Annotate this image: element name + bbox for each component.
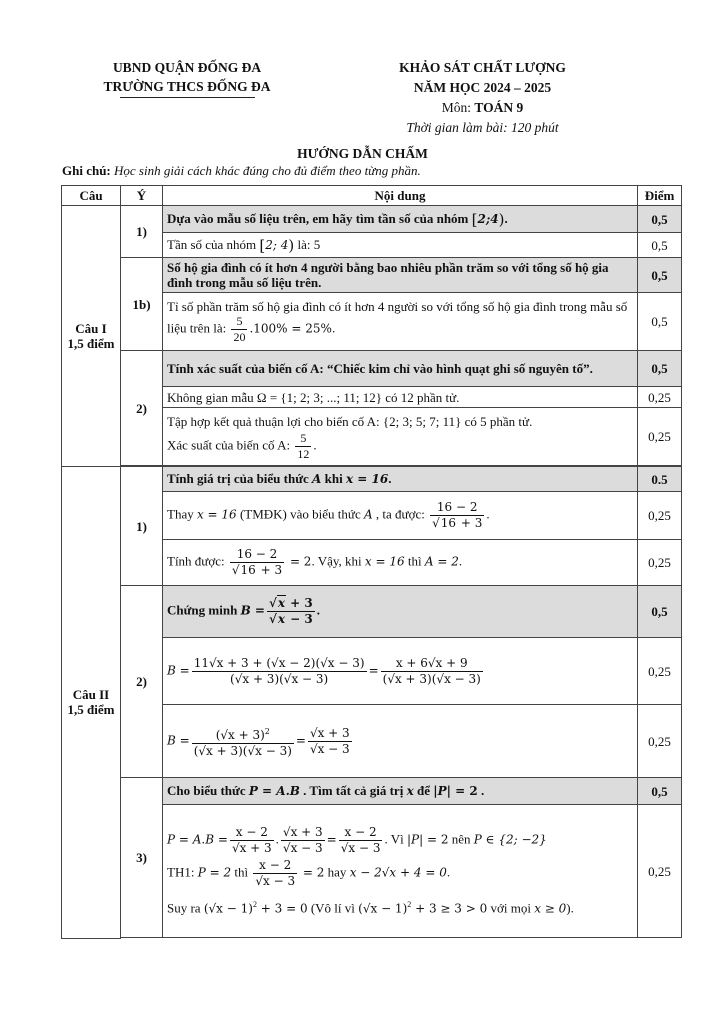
numerator: x + 6√x + 9 [395,655,468,670]
answer-end: . [313,436,317,452]
answer-text: , ta được: [372,506,429,522]
points-cell: 0,5 [638,351,682,387]
points-cell: 0,5 [638,233,682,258]
points-cell: 0,5 [638,293,682,351]
answer-text: nên [448,831,474,847]
dot: . [275,831,279,847]
bracket-left: [ [471,210,478,229]
part-label: 1) [121,467,163,586]
math-expr: (√x − 1) [358,901,408,916]
note-text: Học sinh giải cách khác đúng cho đủ điểm theo từng phần. [114,163,421,178]
exam-header [340,58,625,138]
math-eq: P = A.B [248,784,300,798]
denominator: √x − 3 [282,841,323,856]
fraction [308,726,352,757]
task-cell [163,206,638,233]
math-eq: = 2 [286,554,312,569]
numerator: 5 [300,430,307,445]
task-text: Cho biểu thức [167,783,249,798]
question-1-score: 1,5 điểm [67,336,115,351]
radicand: 16 [240,563,256,577]
math-var: B = [167,662,190,677]
math-eq: = [295,732,306,747]
math-var: B = [167,732,190,747]
math-eq: x = 16 [196,507,237,522]
answer-cell [163,638,638,705]
numerator: 11√x + 3 + (√x − 2)(√x − 3) [193,655,365,670]
fraction [253,858,297,889]
math-eq: + 3 = 0 [256,901,308,916]
fraction [430,500,484,531]
answer-cell: Không gian mẫu Ω = {1; 2; 3; ...; 11; 12} có 12 phần tử. [163,387,638,408]
school-year: NĂM HỌC 2024 – 2025 [413,80,552,95]
school-header [62,58,312,98]
exam-time: Thời gian làm bài: 120 phút [406,120,559,135]
math-eq: x − 2√x + 4 = 0 [349,865,447,880]
numerator: √x + 3 [309,725,350,740]
answer-text: Tỉ số phần trăm số hộ gia đình có ít hơn 4 người so với tổng số hộ gia đình trong mẫu số liệu trên là: [167,298,628,335]
denominator: (√x + 3)(√x − 3) [192,671,367,687]
denominator: √x − 3 [309,741,350,756]
numerator: x − 2 [259,858,292,873]
abs-bar: | [433,784,438,798]
answer-text: TH1: [167,864,198,880]
points-cell: 0,5 [638,206,682,233]
answer-cell [163,233,638,258]
points-cell: 0,25 [638,540,682,586]
answer-text: Suy ra [167,900,204,916]
answer-text: thì [404,553,425,569]
task-text: để [413,783,434,798]
table-header-row [62,186,682,206]
header-points: Điểm [638,186,682,206]
points-cell: 0,5 [638,586,682,638]
denominator: 20 [233,329,246,344]
abs-bar: | [406,832,412,847]
question-2-title: Câu II [72,687,110,703]
header-divider [120,97,255,98]
math-eq: = 2 [451,784,478,798]
denominator: √x − 3 [255,874,296,889]
part-label: 3) [121,778,163,938]
fraction [231,314,247,345]
question-2-score: 1,5 điểm [67,702,115,718]
subject-label: Môn: [441,100,475,115]
denominator: √16 + 3 [231,563,283,577]
paren-right: ) [288,236,295,255]
points-cell: 0,25 [638,705,682,778]
denominator: 12 [297,446,310,461]
answer-cell [163,293,638,351]
answer-cell [163,408,638,466]
table-row-spacer [62,938,682,939]
question-1-title: Câu I [75,321,107,336]
exam-name: KHẢO SÁT CHẤT LƯỢNG [399,60,566,75]
answer-cell [163,805,638,938]
numerator: √x + 3 [282,825,323,840]
numerator: 16 − 2 [436,500,478,514]
subject-line [340,98,625,118]
answer-text: Tính được: [167,553,228,569]
task-text: Chứng minh [167,602,241,618]
header-content: Nội dung [163,186,638,206]
answer-text: Xác suất của biến cố A: [167,436,294,452]
numerator: √x + 3 [268,596,313,610]
answer-text: (TMĐK) vào biểu thức [236,506,364,522]
task-cell: Tính xác suất của biến cố A: “Chiếc kim chỉ vào hình quạt ghi số nguyên tố”. [163,351,638,387]
math-eq: A = 2 [424,554,459,569]
points-cell: 0,25 [638,492,682,540]
answer-end: là: 5 [294,236,321,252]
math-eq: x ≥ 0 [534,901,567,916]
fraction [192,724,294,759]
math-var: P [411,832,420,847]
math-eq: x = 16 [345,472,389,486]
math-eq: x = 16 [364,554,405,569]
math-var: B = [240,603,265,618]
points-cell: 0,5 [638,778,682,805]
exponent: 2 [252,900,257,910]
grading-table [61,185,682,939]
math-var: A [312,472,322,486]
numerator [192,724,294,743]
answer-text: hay [324,864,350,880]
interval: 2;4 [477,211,499,226]
school-name: TRƯỜNG THCS ĐỐNG ĐA [103,79,271,94]
task-cell: Số hộ gia đình có ít hơn 4 người bằng bao nhiêu phần trăm so với tổng số hộ gia đình trong mẫu số liệu trên. [163,258,638,293]
exponent: 2 [264,726,270,736]
radicand: x [277,596,285,610]
task-text: khi [321,471,346,486]
denominator-tail: + 3 [256,563,283,577]
answer-text: Tập hợp kết quả thuận lợi cho biến cố A: {2; 3; 5; 7; 11} có 5 phần tử. [167,413,533,429]
math-eq: = 2 [299,865,325,880]
numerator-tail: + 3 [285,596,313,610]
math-var: x [406,784,414,798]
table-row [62,258,682,293]
radicand: 16 [440,516,457,530]
table-row [62,778,682,805]
answer-text: với mọi [487,900,535,916]
interval: 2; 4 [265,237,289,252]
fraction [192,656,367,687]
math-var: P [437,784,447,798]
points-cell: 0,25 [638,805,682,938]
task-text: Tính giá trị của biểu thức [167,471,313,486]
table-row [62,206,682,233]
math-eq: = 2 [423,832,449,847]
fraction [381,656,483,687]
numerator: x − 2 [235,825,268,840]
math-eq: P = 2 [197,865,232,880]
answer-text: (Vô lí vì [307,900,359,916]
radicand: x [277,612,285,626]
percent-expr: .100% = 25% [249,320,332,335]
abs-bar: | [419,832,424,847]
points-cell: 0,5 [638,258,682,293]
part-label: 2) [121,351,163,466]
table-row [62,586,682,638]
task-cell [163,586,638,638]
answer-line-3 [167,897,633,916]
note-label: Ghi chú: [62,163,111,178]
answer-end: . [458,553,463,569]
answer-text: . Vậy, khi [311,553,365,569]
math-eq: P ∈ {2; −2} [473,832,547,847]
points-cell: 0,25 [638,387,682,408]
fraction [281,825,325,856]
numerator-base: (√x + 3) [215,727,265,742]
task-end: . [504,210,508,226]
answer-cell [163,492,638,540]
math-var: A [363,507,373,522]
fraction [230,825,274,856]
answer-text: Tần số của nhóm [167,236,260,252]
abs-bar: | [446,784,451,798]
doc-title: HƯỚNG DẪN CHẤM [297,146,428,161]
numerator: x − 2 [344,825,377,840]
table-row [62,351,682,387]
math-eq: = [368,662,379,677]
answer-end: . [486,506,490,522]
numerator: 5 [236,313,243,328]
math-eq: P = A.B = [167,832,228,847]
part-label: 2) [121,586,163,778]
header-y: Ý [121,186,163,206]
task-end: . [316,602,320,618]
denominator: √x + 3 [231,841,272,856]
fraction [267,596,315,627]
question-1-label [62,206,121,467]
answer-text: thì [231,864,252,880]
answer-end: ). [566,900,574,916]
spacer [121,938,682,939]
denominator: √x − 3 [268,612,313,626]
question-2-label [62,467,121,939]
exponent: 2 [407,900,412,910]
denominator: √x − 3 [340,841,381,856]
task-text: . Tìm tất cả giá trị [299,783,407,798]
task-end: . [477,783,485,798]
math-expr: (√x − 1) [203,901,253,916]
answer-text: . Vì [384,831,407,847]
bracket-left: [ [259,236,266,255]
fraction [339,825,383,856]
math-eq: + 3 ≥ 3 > 0 [411,901,488,916]
table-row [62,467,682,492]
denominator: √16 + 3 [432,516,483,530]
fraction [230,547,284,578]
points-cell: 0,25 [638,408,682,466]
district-name: UBND QUẬN ĐỐNG ĐA [112,60,262,75]
answer-line-2 [167,858,633,889]
task-cell [163,467,638,492]
answer-text: Thay [167,506,197,522]
denominator-tail: − 3 [285,612,313,626]
answer-cell [163,540,638,586]
points-cell: 0.5 [638,467,682,492]
fraction [295,431,311,462]
part-label: 1b) [121,258,163,351]
math-eq: = [326,832,337,847]
points-cell: 0,25 [638,638,682,705]
answer-end: . [331,319,336,335]
task-text: Dựa vào mẫu số liệu trên, em hãy tìm tần số của nhóm [167,210,472,226]
header-cau: Câu [62,186,121,206]
task-cell [163,778,638,805]
note [62,163,421,179]
part-label: 1) [121,206,163,258]
paren-right: ) [498,210,505,229]
task-end: . [388,471,392,486]
answer-end: . [446,864,451,880]
denominator: (√x + 3)(√x − 3) [193,743,292,758]
numerator: 16 − 2 [236,547,278,561]
denominator-tail: + 3 [457,516,483,530]
answer-cell [163,705,638,778]
answer-line-1 [167,825,633,856]
denominator: (√x + 3)(√x − 3) [382,671,481,686]
subject-value: TOÁN 9 [474,100,524,115]
